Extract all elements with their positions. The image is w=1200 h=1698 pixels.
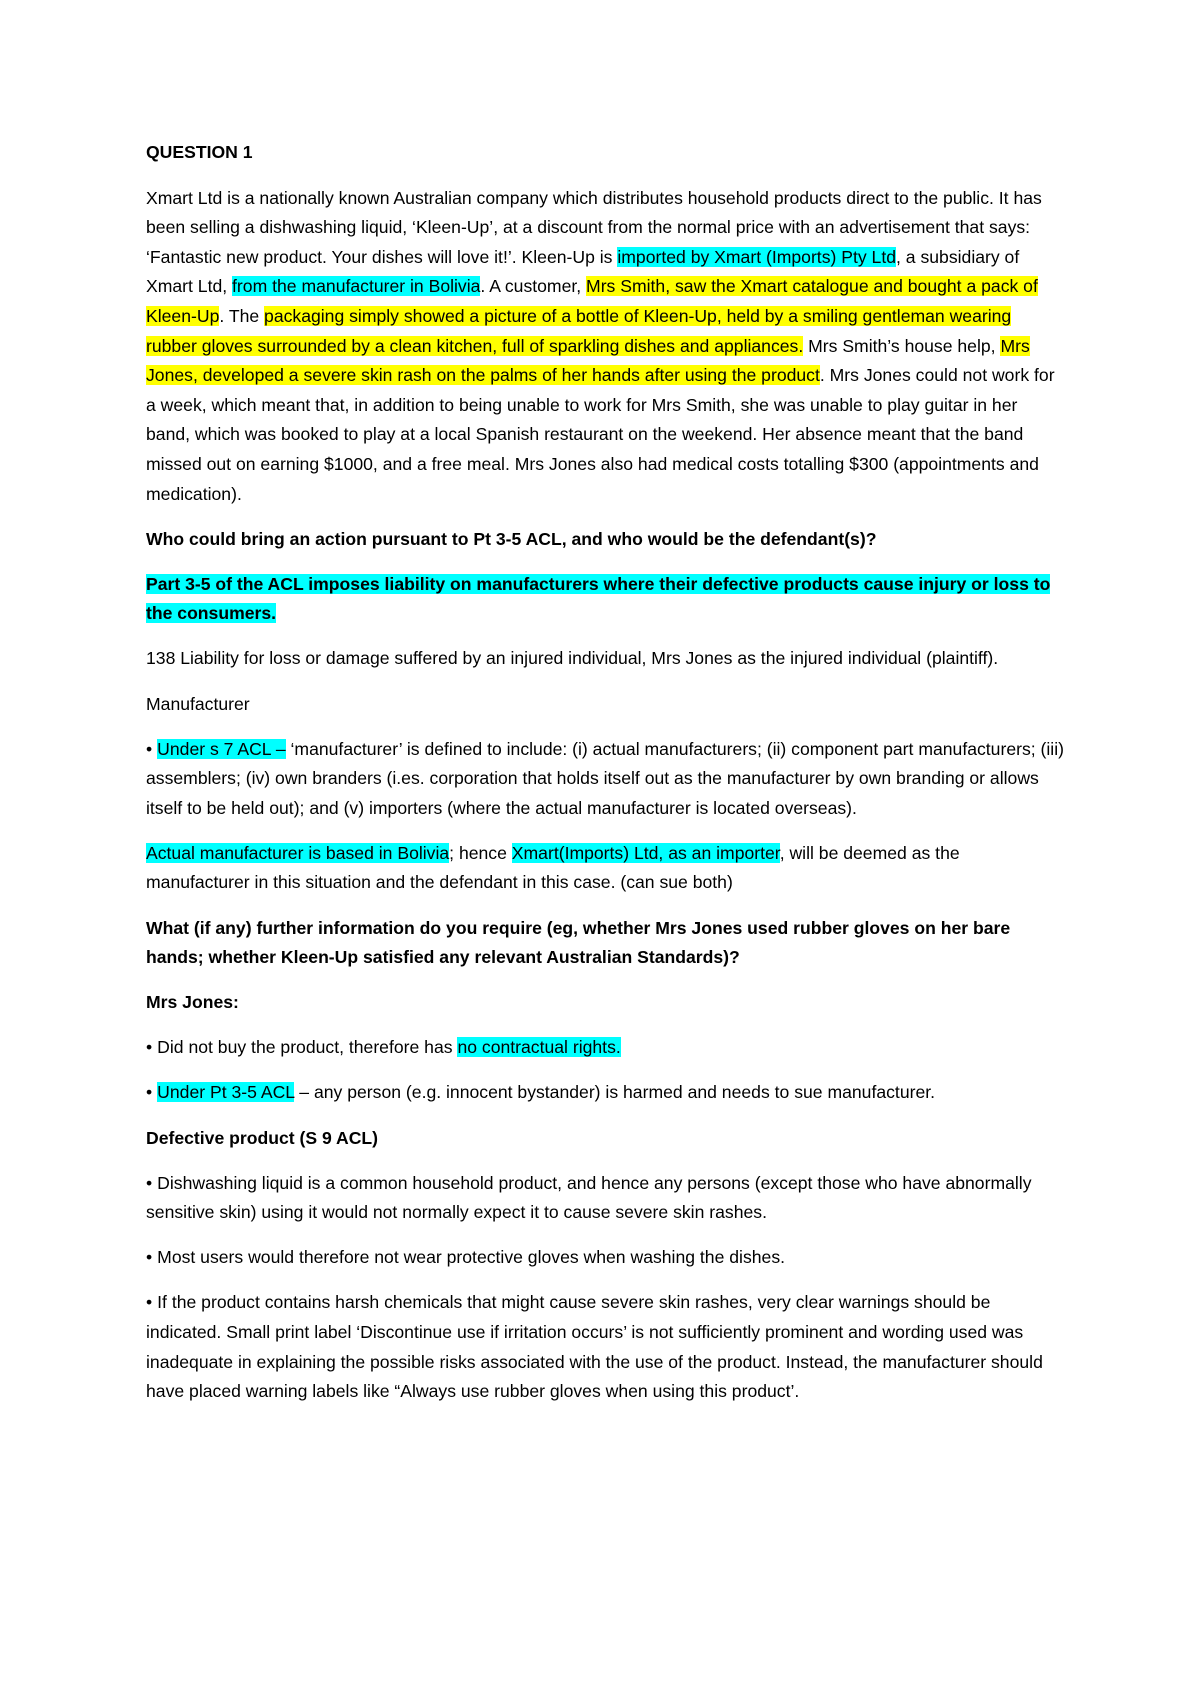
bullet-icon: • (146, 1247, 153, 1268)
highlight-xmart-importer: Xmart(Imports) Ltd, as an importer (511, 842, 780, 863)
highlight-mrs-jones-rash: Mrs Jones, developed a severe skin rash on the palms of her hands after using the product (146, 335, 1030, 386)
manufacturer-definition (146, 735, 1066, 824)
question-action: Who could bring an action pursuant to Pt 3-5 ACL, and who would be the defendant(s)? (146, 528, 877, 549)
highlight-no-contractual-rights: no contractual rights. (457, 1037, 621, 1058)
highlight-pt35: Under Pt 3-5 ACL (157, 1082, 295, 1103)
scenario-paragraph (146, 184, 1066, 510)
scenario-text: Xmart Ltd is a nationally known Australian company which distributes household products direct to the public. It has been selling a dishwashing liquid, ‘Kleen-Up’, at a discount from the normal price with an advertisement that says: ‘Fantastic new product. Your dishes will love it!’. Kleen-Up is (146, 187, 1042, 267)
bullet-icon: • (146, 1037, 153, 1058)
scenario-text: , a subsidiary of Xmart Ltd, (146, 246, 1020, 297)
bullet-icon: • (146, 1292, 153, 1313)
highlight-actual-manufacturer: Actual manufacturer is based in Bolivia (146, 842, 450, 863)
bullet-icon: • (146, 1172, 153, 1193)
bullet-text: Did not buy the product, therefore has (157, 1037, 458, 1058)
mrs-jones-heading: Mrs Jones: (146, 992, 239, 1013)
scenario-text: . The (219, 305, 265, 326)
part35-statement (146, 570, 1066, 629)
manufacturer-heading: Manufacturer (146, 693, 250, 714)
bullet-text: If the product contains harsh chemicals that might cause severe skin rashes, very clear warnings should be indicated. Small print label ‘Discontinue use if irritation occurs’ is not sufficiently prominent and wording used was inadequate in explaining the possible risks associated with the use of the product. Instead, the manufacturer should have placed warning labels like “Always use rubber gloves when using this product’. (146, 1292, 1043, 1402)
document-body (146, 138, 1066, 1422)
s138-paragraph: 138 Liability for loss or damage suffered by an injured individual, Mrs Jones as the injured individual (plaintiff). (146, 648, 999, 669)
bullet-text: – any person (e.g. innocent bystander) is harmed and needs to sue manufacturer. (294, 1082, 936, 1103)
highlight-importer: imported by Xmart (Imports) Pty Ltd (617, 246, 897, 267)
scenario-text: Mrs Smith’s house help, (803, 335, 1001, 356)
bullet-text: Dishwashing liquid is a common household product, and hence any persons (except those who have abnormally sensitive skin) using it would not normally expect it to cause severe skin rashes. (146, 1172, 1032, 1223)
conclusion-text: , will be deemed as the manufacturer in this situation and the defendant in this case. (can sue both) (146, 842, 960, 893)
highlight-part35: Part 3-5 of the ACL imposes liability on manufacturers where their defective products cause injury or loss to the consumers. (146, 573, 1051, 624)
defective-product-heading: Defective product (S 9 ACL) (146, 1127, 379, 1148)
mrs-jones-bullet-2 (146, 1078, 1066, 1108)
highlight-mrs-smith: Mrs Smith, saw the Xmart catalogue and bought a pack of Kleen-Up (146, 276, 1038, 326)
scenario-text: . Mrs Jones could not work for a week, which meant that, in addition to being unable to work for Mrs Smith, she was unable to play guitar in her band, which was booked to play at a local Spanish restaurant on the weekend. Her absence meant that the band missed out on earning $1000, and a free meal. Mrs Jones also had medical costs totalling $300 (appointments and medication). (146, 365, 1055, 504)
bullet-icon: • (146, 738, 153, 759)
defective-bullet-3 (146, 1288, 1066, 1406)
highlight-manufacturer-bolivia: from the manufacturer in Bolivia (232, 276, 481, 297)
bullet-icon: • (146, 1082, 153, 1103)
mrs-jones-bullet-1 (146, 1033, 1066, 1063)
highlight-s7: Under s 7 ACL – (157, 738, 286, 759)
scenario-text: . A customer, (480, 276, 587, 297)
defective-bullet-1 (146, 1169, 1066, 1228)
question-further-info: What (if any) further information do you require (eg, whether Mrs Jones used rubber gloves on her bare hands; whether Kleen-Up satisfied any relevant Australian Standards)? (146, 917, 1011, 968)
definition-text: ‘manufacturer’ is defined to include: (i) actual manufacturers; (ii) component part manufacturers; (iii) assemblers; (iv) own branders (i.es. corporation that holds itself out as the manufacturer by own branding or allows itself to be held out); and (v) importers (where the actual manufacturer is located overseas). (146, 738, 1064, 818)
conclusion-text: ; hence (449, 842, 512, 863)
defective-bullet-2 (146, 1243, 1066, 1273)
bullet-text: Most users would therefore not wear protective gloves when washing the dishes. (157, 1247, 786, 1268)
highlight-packaging: packaging simply showed a picture of a bottle of Kleen-Up, held by a smiling gentleman wearing rubber gloves surrounded by a clean kitchen, full of sparkling dishes and appliances. (146, 305, 1012, 356)
conclusion-paragraph (146, 839, 1066, 898)
question-title: QUESTION 1 (146, 142, 253, 162)
